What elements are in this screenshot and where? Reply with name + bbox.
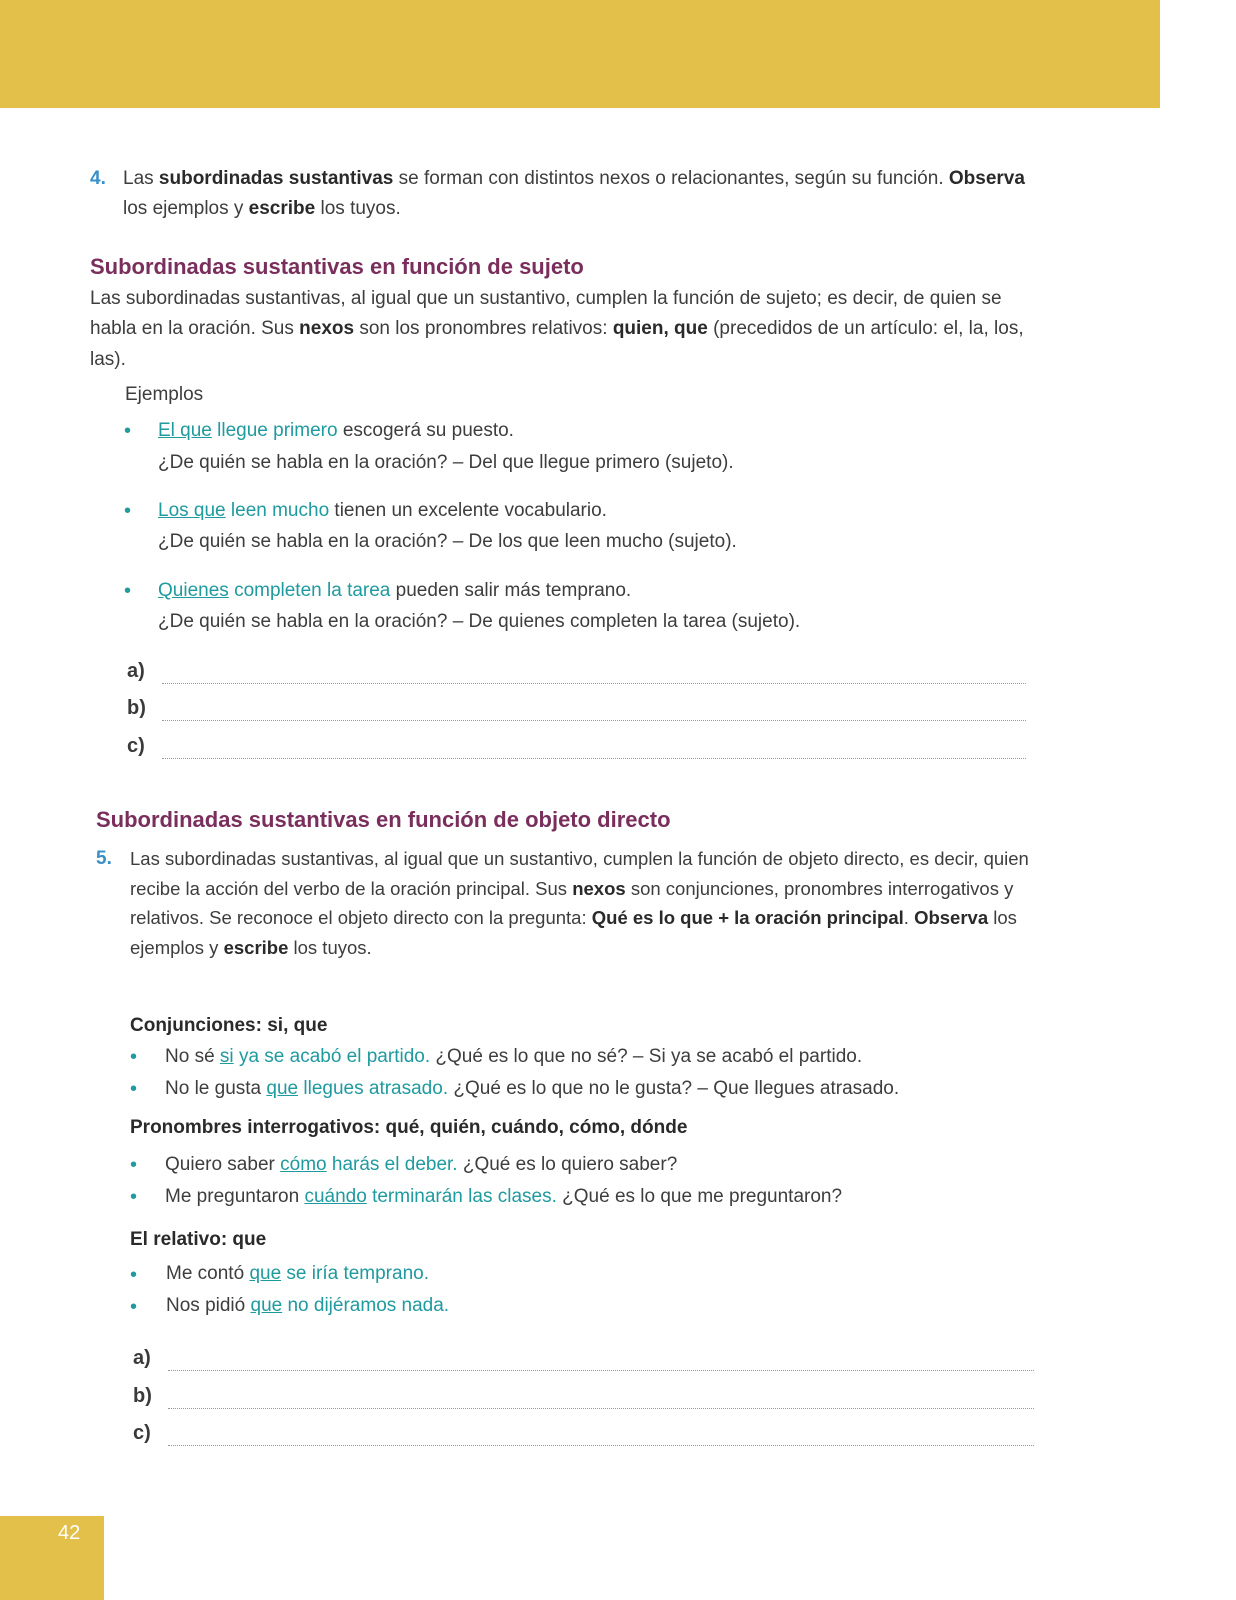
bold-text: Qué es lo que + la oración principal xyxy=(591,907,904,929)
nexo: cómo xyxy=(280,1154,327,1175)
text: Me contó xyxy=(166,1263,245,1284)
text: tienen un excelente vocabulario. xyxy=(334,500,607,521)
answer-label: b) xyxy=(133,1385,152,1407)
subheading-interrogatives: Pronombres interrogativos: qué, quién, cuándo, cómo, dónde xyxy=(130,1117,688,1138)
text: ¿Qué es lo que no sé? – Si ya se acabó el partido. xyxy=(435,1046,863,1067)
text: son los pronombres relativos: xyxy=(359,318,608,340)
clause: leen mucho xyxy=(230,500,330,521)
nexo: El que xyxy=(158,420,212,441)
answer-line[interactable] xyxy=(162,683,1026,684)
clause: harás el deber. xyxy=(331,1154,458,1175)
example-sentence xyxy=(165,1150,677,1180)
exercise-5-instructions xyxy=(96,844,1041,958)
bold-text: nexos xyxy=(299,318,355,340)
bold-text: Observa xyxy=(948,168,1025,189)
section-title-subject: Subordinadas sustantivas en función de sujeto xyxy=(90,254,584,279)
answer-line[interactable] xyxy=(168,1408,1034,1409)
text: Las subordinadas sustantivas, al igual que un sustantivo, cumplen la función de sujeto; es decir, de quien se habla en la oración. Sus xyxy=(90,288,1002,340)
bullet-icon: • xyxy=(124,500,132,522)
answer-line[interactable] xyxy=(162,758,1026,759)
examples-label: Ejemplos xyxy=(125,384,204,405)
text: ¿Qué es lo que me preguntaron? xyxy=(562,1186,843,1207)
answer-line[interactable] xyxy=(168,1445,1034,1446)
text: (precedidos de un artículo: el, la, los, las). xyxy=(90,318,1024,370)
text: pueden salir más temprano. xyxy=(395,580,632,601)
example-question: ¿De quién se habla en la oración? – De los que leen mucho (sujeto). xyxy=(158,531,737,552)
text: ¿Qué es lo quiero saber? xyxy=(462,1154,678,1175)
nexo: cuándo xyxy=(304,1186,367,1207)
clause: no dijéramos nada. xyxy=(287,1295,450,1316)
text: escogerá su puesto. xyxy=(342,420,514,441)
bullet-icon: • xyxy=(130,1296,138,1318)
text: se forman con distintos nexos o relacionantes, según su función. xyxy=(398,168,944,189)
answer-label: c) xyxy=(127,735,145,757)
bold-text: nexos xyxy=(572,877,626,899)
exercise-4-instructions xyxy=(90,164,1050,220)
text: ¿Qué es lo que no le gusta? – Que llegues atrasado. xyxy=(453,1078,900,1099)
bullet-icon: • xyxy=(130,1154,138,1176)
exercise-number: 5. xyxy=(96,848,112,869)
subheading-relative: El relativo: que xyxy=(130,1229,267,1250)
text: . xyxy=(903,907,909,929)
bold-text: escribe xyxy=(248,198,316,220)
bullet-icon: • xyxy=(130,1264,138,1286)
clause: completen la tarea xyxy=(234,580,391,601)
bullet-icon: • xyxy=(130,1046,138,1068)
page-number-box xyxy=(0,1516,104,1600)
clause: terminarán las clases. xyxy=(372,1186,557,1207)
text: Nos pidió xyxy=(166,1295,246,1316)
text: No le gusta xyxy=(165,1078,262,1099)
bullet-icon: • xyxy=(124,420,132,442)
bold-text: Observa xyxy=(914,907,989,929)
bold-text: subordinadas sustantivas xyxy=(158,168,394,189)
clause: se iría temprano. xyxy=(286,1263,429,1284)
nexo: Los que xyxy=(158,500,226,521)
clause: llegues atrasado. xyxy=(303,1078,449,1099)
example-sentence xyxy=(165,1074,899,1104)
example-question: ¿De quién se habla en la oración? – De quienes completen la tarea (sujeto). xyxy=(158,611,801,632)
header-band xyxy=(0,0,1160,108)
text: los ejemplos y xyxy=(130,907,1017,958)
text: Quiero saber xyxy=(165,1154,275,1175)
clause: ya se acabó el partido. xyxy=(238,1046,431,1067)
example-sentence xyxy=(165,1182,842,1212)
text: No sé xyxy=(165,1046,215,1067)
bold-text: quien, que xyxy=(612,318,708,340)
answer-label: b) xyxy=(127,697,146,719)
example-sentence xyxy=(158,496,607,526)
text: los ejemplos y xyxy=(123,198,244,220)
nexo: que xyxy=(266,1078,299,1099)
example-sentence xyxy=(165,1042,862,1072)
section-description-subject xyxy=(90,284,1035,375)
text: los tuyos. xyxy=(293,936,372,958)
example-sentence xyxy=(158,416,514,446)
answer-label: a) xyxy=(133,1347,151,1369)
example-question: ¿De quién se habla en la oración? – Del que llegue primero (sujeto). xyxy=(158,452,734,473)
text: Las subordinadas sustantivas, al igual que un sustantivo, cumplen la función de objeto directo, es decir, quien recibe la acción del verbo de la oración principal. Sus xyxy=(130,848,1029,899)
section-title-direct-object: Subordinadas sustantivas en función de objeto directo xyxy=(96,807,671,832)
exercise-number: 4. xyxy=(90,168,106,189)
nexo: si xyxy=(219,1046,234,1067)
answer-label: a) xyxy=(127,660,145,682)
page-number: 42 xyxy=(58,1522,81,1544)
nexo: que xyxy=(249,1263,282,1284)
example-sentence xyxy=(158,576,631,606)
text: Las xyxy=(123,168,154,189)
example-sentence xyxy=(166,1291,449,1321)
nexo: Quienes xyxy=(158,580,229,601)
bold-text: escribe xyxy=(223,936,289,958)
text: Me preguntaron xyxy=(165,1186,300,1207)
text: son conjunciones, pronombres interrogativos y relativos. Se reconoce el objeto directo con la pregunta: xyxy=(130,877,1014,929)
bullet-icon: • xyxy=(130,1186,138,1208)
nexo: que xyxy=(250,1295,283,1316)
text: los tuyos. xyxy=(320,198,401,220)
answer-line[interactable] xyxy=(168,1370,1034,1371)
bullet-icon: • xyxy=(124,580,132,602)
example-sentence xyxy=(166,1259,429,1289)
bullet-icon: • xyxy=(130,1078,138,1100)
subheading-conjunctions: Conjunciones: si, que xyxy=(130,1015,328,1036)
clause: llegue primero xyxy=(217,420,338,441)
answer-label: c) xyxy=(133,1422,151,1444)
answer-line[interactable] xyxy=(162,720,1026,721)
